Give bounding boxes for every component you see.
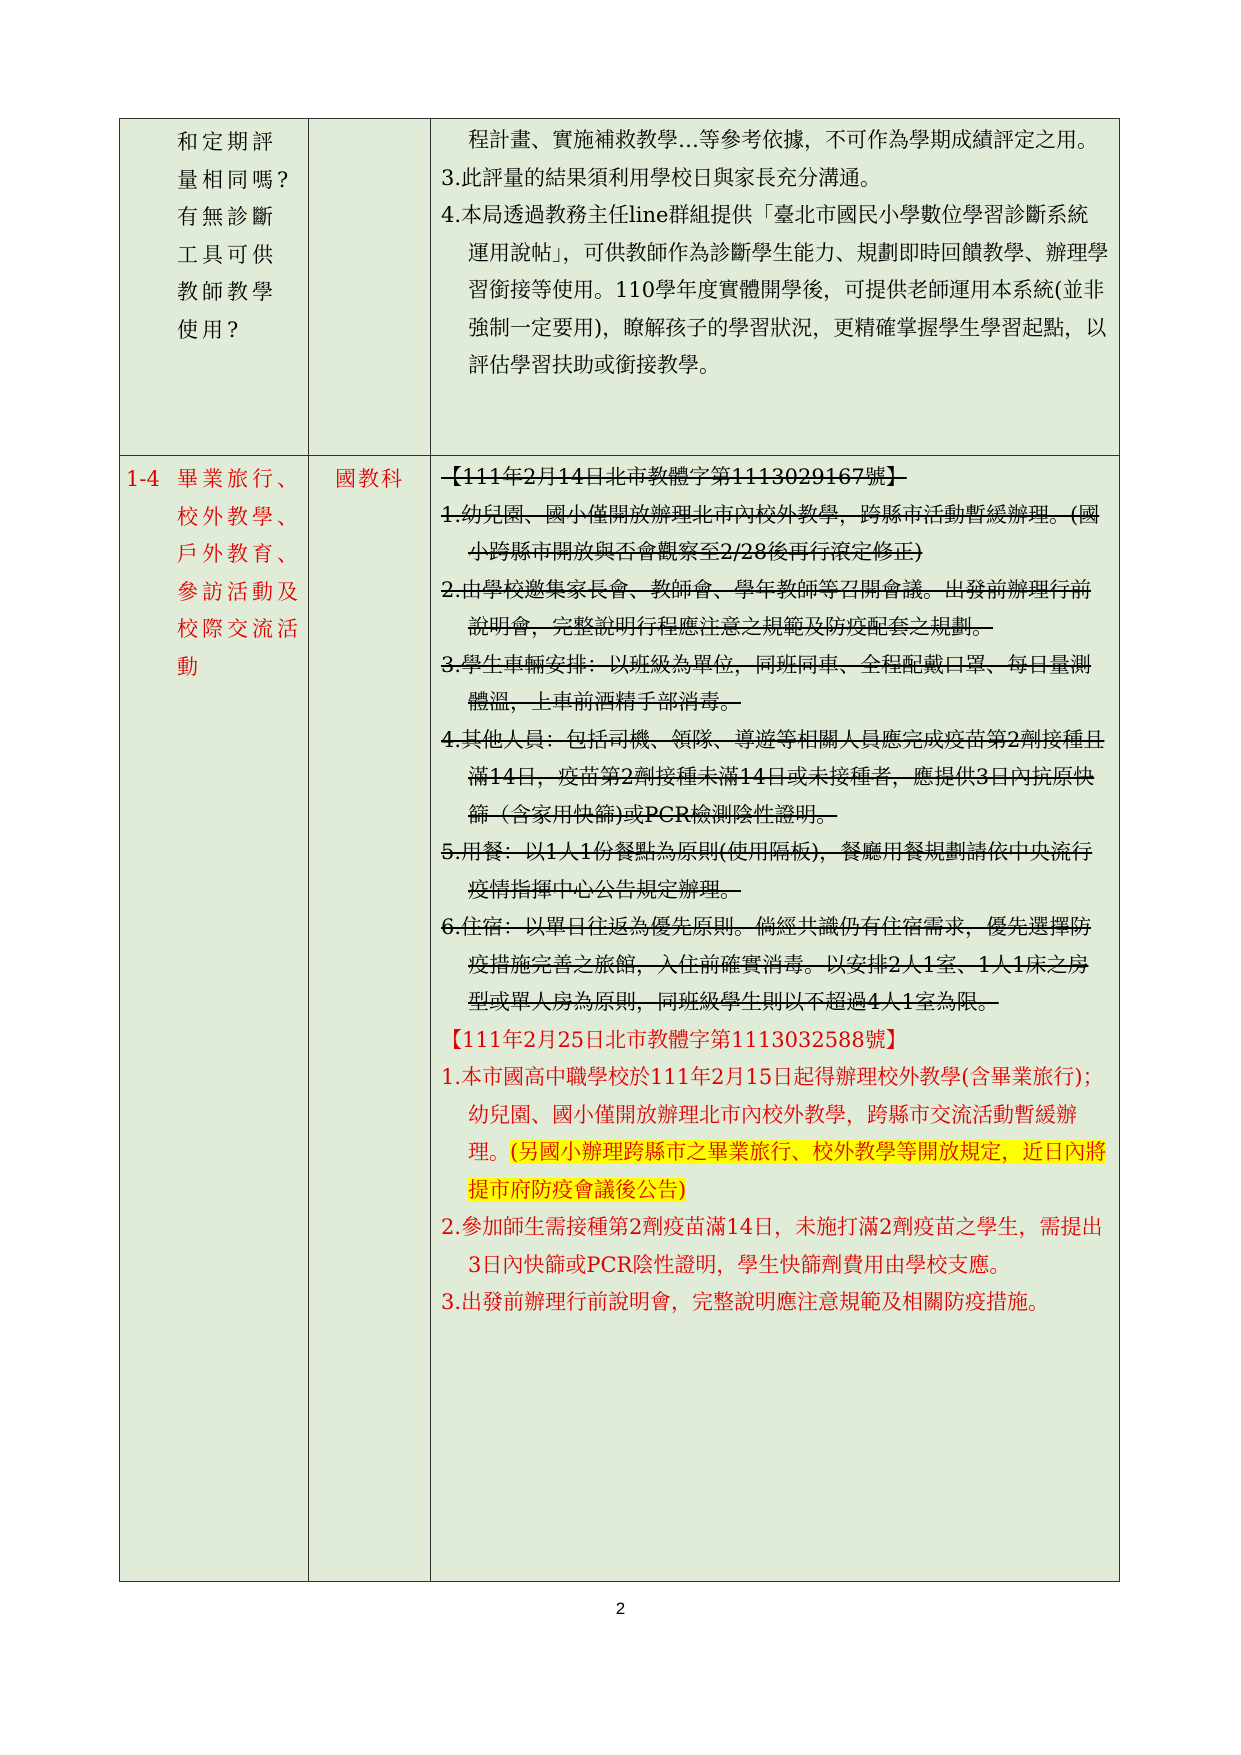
question-cell bbox=[120, 119, 309, 456]
question-line: 使用? bbox=[177, 317, 243, 342]
answer-cell bbox=[431, 119, 1120, 456]
question-line: 工具可供 bbox=[177, 242, 277, 267]
answer-item: 4.本局透過教務主任line群組提供「臺北市國民小學數位學習診斷系統運用說帖」，可供教師作為診斷學生能力、規劃即時回饋教學、辦理學習銜接等使用。110學年度實體開學後，可提供老師運用本系統(並非強制一定要用)，瞭解孩子的學習狀況，更精確掌握學生學習起點，以評估學習扶助或銜接教學。 bbox=[441, 203, 1109, 377]
question-line: 校際交流活 bbox=[177, 617, 302, 641]
question-line: 校外教學、 bbox=[177, 504, 302, 529]
department-cell bbox=[309, 456, 431, 1582]
qa-table bbox=[119, 118, 1120, 1582]
old-item: 5.用餐：以1人1份餐點為原則(使用隔板)，餐廳用餐規劃請依中央流行疫情指揮中心公告規定辦理。 bbox=[441, 840, 1093, 902]
new-item bbox=[441, 1059, 1109, 1209]
old-item: 4.其他人員：包括司機、領隊、導遊等相關人員應完成疫苗第2劑接種且滿14日，疫苗第2劑接種未滿14日或未接種者，應提供3日內抗原快篩（含家用快篩)或PCR檢測陰性證明。 bbox=[441, 727, 1105, 827]
new-reference: 【111年2月25日北市教體字第1113032588號】 bbox=[441, 1027, 907, 1052]
question-line: 戶外教育、 bbox=[177, 542, 302, 566]
department-name: 國教科 bbox=[335, 467, 404, 491]
old-reference: 【111年2月14日北市教體字第1113029167號】 bbox=[441, 465, 907, 489]
old-item: 1.幼兒園、國小僅開放辦理北市內校外教學，跨縣市活動暫緩辦理。(國小跨縣市開放與否會觀察至2/28後再行滾定修正) bbox=[441, 502, 1100, 564]
question-line: 參訪活動及 bbox=[177, 579, 302, 604]
question-line: 量相同嗎? bbox=[177, 167, 293, 192]
page-number: 2 bbox=[615, 1599, 626, 1618]
department-cell bbox=[309, 119, 431, 456]
answer-item: 3.此評量的結果須利用學校日與家長充分溝通。 bbox=[441, 165, 882, 190]
question-cell bbox=[120, 456, 309, 1582]
new-item: 3.出發前辦理行前說明會，完整說明應注意規範及相關防疫措施。 bbox=[441, 1290, 1050, 1314]
answer-continuation: 程計畫、實施補救教學…等參考依據，不可作為學期成績評定之用。 bbox=[468, 128, 1098, 152]
old-item: 2.由學校邀集家長會、教師會、學年教師等召開會議。出發前辦理行前說明會，完整說明行程應注意之規範及防疫配套之規劃。 bbox=[441, 577, 1092, 639]
old-item: 6.住宿：以單日往返為優先原則。倘經共識仍有住宿需求，優先選擇防疫措施完善之旅館，入住前確實消毒。以安排2人1室、1人1床之房型或單人房為原則，同班級學生則以不超過4人1室為限。 bbox=[441, 915, 1092, 1014]
question-line: 有無診斷 bbox=[177, 205, 277, 229]
highlighted-note: (另國小辦理跨縣市之畢業旅行、校外教學等開放規定，近日內將提市府防疫會議後公告) bbox=[468, 1140, 1107, 1202]
question-line: 和定期評 bbox=[177, 130, 277, 154]
new-item-text: 1.本市國高中職學校於111年2月15日起得辦理校外教學(含畢業旅行)；幼兒園、國小僅開放辦理北市內校外教學，跨縣市交流活動暫緩辦理。 bbox=[441, 1065, 1104, 1164]
table-row bbox=[120, 119, 1120, 456]
question-line: 教師教學 bbox=[177, 280, 277, 304]
item-number: 1-4 bbox=[126, 467, 160, 491]
answer-cell bbox=[431, 456, 1120, 1582]
table-row bbox=[120, 456, 1120, 1582]
old-item: 3.學生車輛安排：以班級為單位，同班同車、全程配戴口罩、每日量測體溫，上車前酒精手部消毒。 bbox=[441, 652, 1092, 714]
question-line: 動 bbox=[177, 654, 202, 679]
question-line: 畢業旅行、 bbox=[177, 467, 302, 491]
new-item: 2.參加師生需接種第2劑疫苗滿14日，未施打滿2劑疫苗之學生，需提出3日內快篩或PCR陰性證明，學生快篩劑費用由學校支應。 bbox=[441, 1215, 1103, 1277]
